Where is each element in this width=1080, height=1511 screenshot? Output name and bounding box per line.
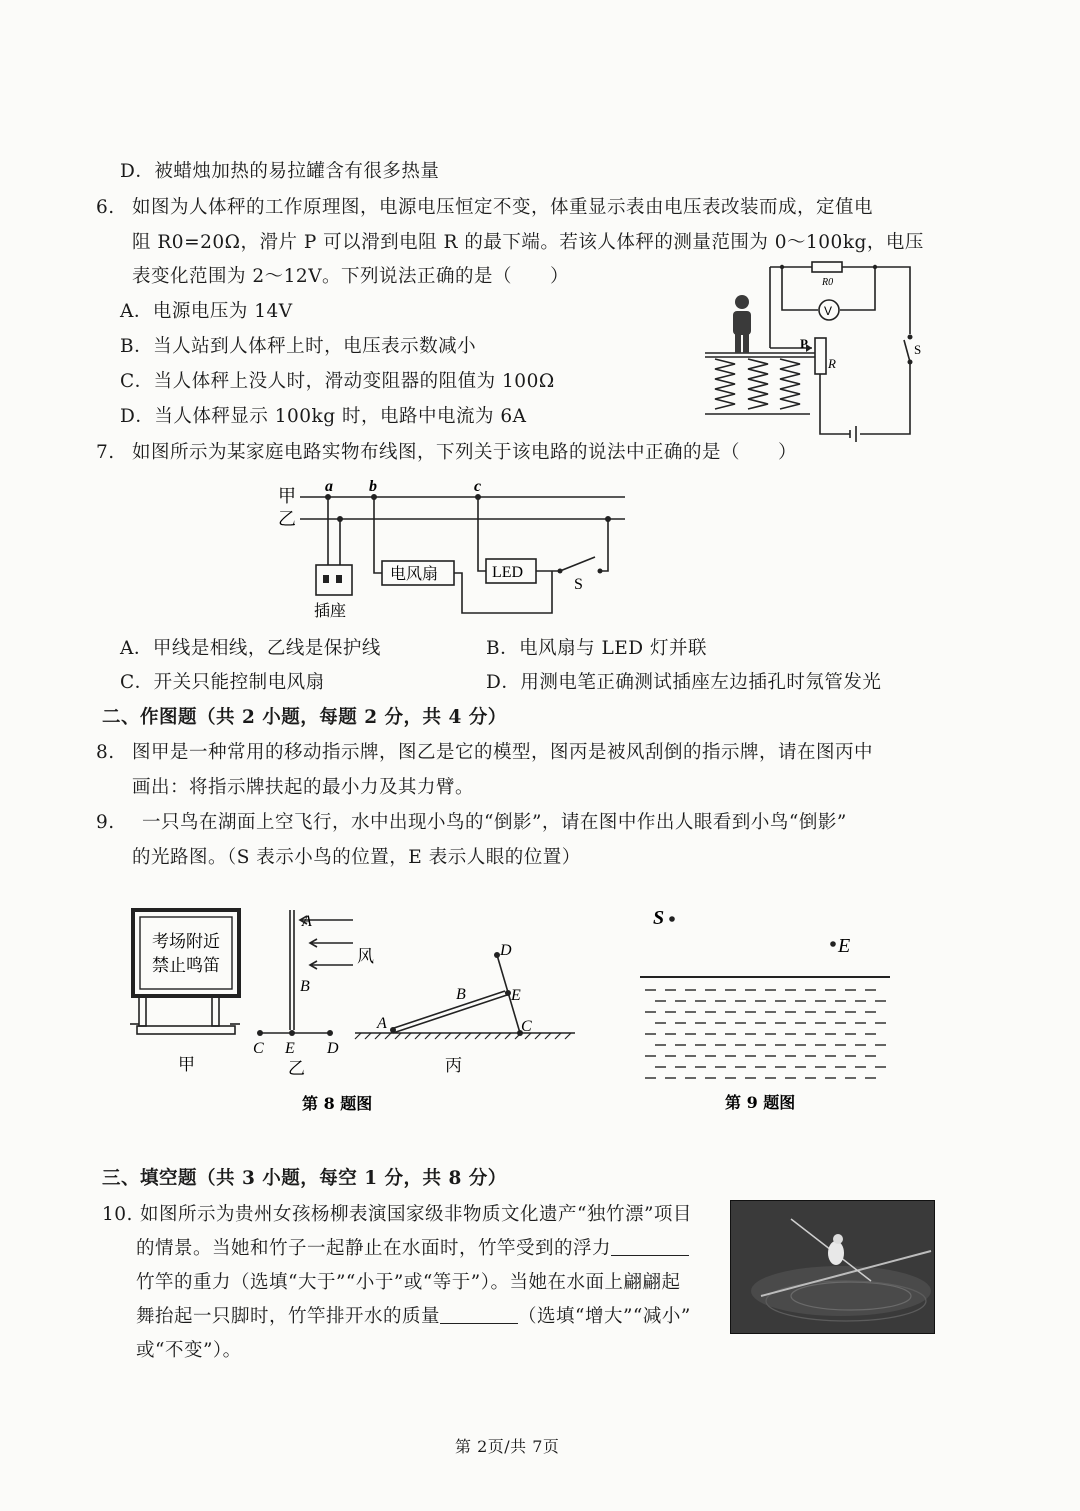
q8-sign-line1: 考场附近 <box>152 932 220 952</box>
q10-line5: 或“不变”）。 <box>136 1340 242 1361</box>
q6-option-c: C．当人体秤上没人时，滑动变阻器的阻值为 100Ω <box>120 371 555 392</box>
q9-caption: 第 9 题图 <box>725 1093 796 1112</box>
q8-yi-label-d: D <box>327 1040 339 1057</box>
q6-stem-line1: 如图为人体秤的工作原理图，电源电压恒定不变，体重显示表由电压表改装而成，定值电 <box>132 197 874 218</box>
q7-label-fan: 电风扇 <box>390 564 439 583</box>
q6-label-r: R <box>828 356 836 371</box>
q7-option-d: D．用测电笔正确测试插座左边插孔时氖管发光 <box>486 672 882 693</box>
q6-option-d: D．当人体秤显示 100kg 时，电路中电流为 6A <box>120 406 527 427</box>
q6-label-v: V <box>824 304 833 318</box>
q7-option-a: A．甲线是相线，乙线是保护线 <box>120 638 381 659</box>
q7-option-c: C．开关只能控制电风扇 <box>120 672 325 693</box>
q8-wind-label: 风 <box>357 947 374 967</box>
q10-blank-1[interactable] <box>611 1237 689 1256</box>
q9-number: 9. <box>96 812 115 833</box>
q6-label-r0: R0 <box>822 277 834 288</box>
q10-line1: 如图所示为贵州女孩杨柳表演国家级非物质文化遗产“独竹漂”项目 <box>140 1204 692 1225</box>
q10-line4b: （选填“增大”“减小” <box>518 1306 691 1327</box>
q10-line2: 的情景。当她和竹子一起静止在水面时，竹竿受到的浮力 <box>136 1238 612 1259</box>
q7-label-a: a <box>325 478 333 495</box>
q8-bing-label-d: D <box>500 942 512 959</box>
q7-label-s: S <box>574 576 583 593</box>
person-icon <box>733 295 751 353</box>
q8-yi-label-e: E <box>285 1040 295 1057</box>
q7-number: 7. <box>96 442 115 463</box>
q7-wiring-figure <box>270 475 640 625</box>
q9-figure <box>640 900 900 1115</box>
water-waves <box>645 990 886 1078</box>
q8-yi-label-b: B <box>300 978 310 995</box>
q6-stem-line2: 阻 R0=20Ω，滑片 P 可以滑到电阻 R 的最下端。若该人体秤的测量范围为 0～100kg，电压 <box>132 232 924 253</box>
q7-label-jia: 甲 <box>278 486 296 507</box>
q7-option-b: B．电风扇与 LED 灯并联 <box>486 638 707 659</box>
q9-label-s: S <box>653 907 665 929</box>
q8-bing-label-a: A <box>377 1015 387 1032</box>
q6-label-p: P <box>800 336 808 351</box>
q7-stem: 如图所示为某家庭电路实物布线图，下列关于该电路的说法中正确的是（ ） <box>132 442 798 463</box>
q10-bamboo-rafting-photo <box>730 1200 935 1334</box>
q9-stem-line2: 的光路图。（S 表示小鸟的位置，E 表示人眼的位置） <box>132 847 581 868</box>
page-footer: 第 2页/共 7页 <box>455 1437 560 1456</box>
q8-stem-line2: 画出：将指示牌扶起的最小力及其力臂。 <box>132 777 475 798</box>
q7-label-socket: 插座 <box>314 601 347 620</box>
q10-line2-wrap <box>136 1237 689 1260</box>
q6-option-b: B．当人站到人体秤上时，电压表示数减小 <box>120 336 477 357</box>
q8-stem-line1: 图甲是一种常用的移动指示牌，图乙是它的模型，图丙是被风刮倒的指示牌，请在图丙中 <box>132 742 874 763</box>
q10-line3: 竹竿的重力（选填“大于”“小于”或“等于”）。当她在水面上翩翩起 <box>136 1272 681 1293</box>
q10-line4-wrap <box>136 1305 691 1328</box>
q8-label-jia: 甲 <box>178 1055 195 1075</box>
q6-stem-line3: 表变化范围为 2～12V。下列说法正确的是（ ） <box>132 266 570 287</box>
q10-number: 10. <box>102 1204 133 1225</box>
q7-label-led: LED <box>492 564 524 581</box>
q8-label-yi: 乙 <box>288 1059 305 1079</box>
q6-option-a: A．电源电压为 14V <box>120 301 293 322</box>
q8-figures <box>125 905 605 1115</box>
q10-blank-2[interactable] <box>440 1305 518 1324</box>
q5-option-d: D．被蜡烛加热的易拉罐含有很多热量 <box>120 161 440 182</box>
q9-stem-line1: 一只鸟在湖面上空飞行，水中出现小鸟的“倒影”，请在图中作出人眼看到小鸟“倒影” <box>142 812 847 833</box>
q6-number: 6. <box>96 197 115 218</box>
q7-label-c: c <box>474 478 482 495</box>
q8-bing-label-c: C <box>521 1018 532 1035</box>
section-3-title: 三、填空题（共 3 小题，每空 1 分，共 8 分） <box>102 1168 507 1189</box>
q8-caption: 第 8 题图 <box>302 1094 373 1113</box>
q8-bing-label-b: B <box>456 986 466 1003</box>
q8-bing-label-e: E <box>511 987 521 1004</box>
q8-number: 8. <box>96 742 115 763</box>
q10-line4a: 舞抬起一只脚时，竹竿排开水的质量 <box>136 1306 441 1327</box>
q6-label-s: S <box>914 342 922 357</box>
section-2-title: 二、作图题（共 2 小题，每题 2 分，共 4 分） <box>102 707 507 728</box>
q8-label-bing: 丙 <box>445 1056 462 1076</box>
q9-label-e: E <box>838 935 851 957</box>
q7-label-yi: 乙 <box>278 509 296 530</box>
q6-scale-circuit-figure <box>700 262 920 442</box>
q8-sign-line2: 禁止鸣笛 <box>152 956 220 976</box>
q8-yi-label-c: C <box>253 1040 264 1057</box>
q8-yi-label-a: A <box>302 913 312 930</box>
q7-label-b: b <box>369 478 377 495</box>
